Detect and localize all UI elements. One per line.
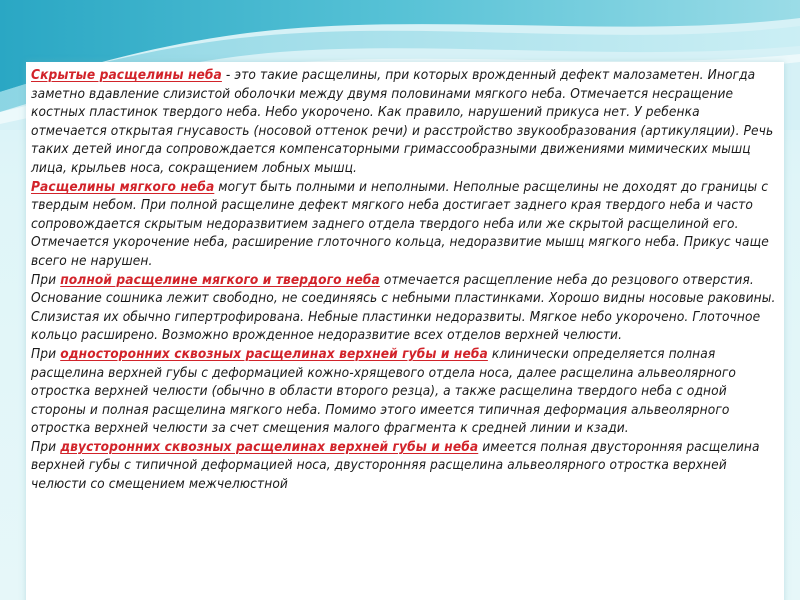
- paragraph-unilateral-cleft: [31, 345, 779, 438]
- term-full-soft-hard-palate-cleft: полной расщелине мягкого и твердого неба: [60, 271, 380, 288]
- paragraph-text: - это такие расщелины, при которых врожденный дефект малозаметен. Иногда заметно вдавление слизистой оболочки между двумя половинами мягкого неба. Отмечается несращение костных пластинок твердого неба. Небо укорочено. Как правило, нарушений прикуса нет. У ребенка отмечается открытая гнусавость (носовой оттенок речи) и расстройство звукообразования (артикуляции). Речь таких детей иногда сопровождается компенсаторными гримассообразными движениями мимических мышц лица, крыльев носа, сокращением лобных мышц.: [31, 67, 774, 176]
- paragraph-prefix: При: [31, 438, 61, 455]
- paragraph-bilateral-cleft: [31, 438, 779, 494]
- paragraph-prefix: При: [31, 345, 61, 362]
- paragraph-soft-palate-clefts: [31, 178, 779, 271]
- paragraph-prefix: При: [31, 271, 61, 288]
- paragraph-text: имеется полная двусторонняя расщелина верхней губы с типичной деформацией носа, двусторонняя расщелина альвеолярного отростка верхней челюсти со смещением межчелюстной: [31, 438, 760, 493]
- term-hidden-palate-clefts: Скрытые расщелины неба: [31, 67, 222, 83]
- body-text: [31, 66, 779, 494]
- paragraph-text: могут быть полными и неполными. Неполные расщелины не доходят до границы с твердым небом. При полной расщелине дефект мягкого неба достигает заднего края твердого неба и часто сопровождается скрытым недоразвитием заднего отдела твердого неба или же скрытой расщелиной его. Отмечается укорочение неба, расширение глоточного кольца, недоразвитие мышц мягкого неба. Прикус чаще всего не нарушен.: [31, 178, 769, 269]
- paragraph-full-cleft: [31, 271, 779, 345]
- paragraph-hidden-clefts: [31, 66, 779, 178]
- paragraph-text: отмечается расщепление неба до резцового отверстия. Основание сошника лежит свободно, не соединяясь с небными пластинками. Хорошо видны носовые раковины. Слизистая их обычно гипертрофирована. Небные пластинки недоразвиты. Мягкое небо укорочено. Глоточное кольцо расширено. Возможно врожденное недоразвитие всех отделов верхней челюсти.: [31, 271, 776, 344]
- term-unilateral-lip-palate-cleft: односторонних сквозных расщелинах верхней губы и неба: [60, 345, 488, 362]
- term-bilateral-lip-palate-cleft: двусторонних сквозных расщелинах верхней губы и неба: [60, 438, 479, 455]
- term-soft-palate-clefts: Расщелины мягкого неба: [31, 178, 215, 195]
- paragraph-text: клинически определяется полная расщелина верхней губы с деформацией кожно-хрящевого отдела носа, далее расщелина альвеолярного отростка верхней челюсти (обычно в области второго резца), а также расщелина твердого неба с одной стороны и полная расщелина мягкого неба. Помимо этого имеется типичная деформация альвеолярного отростка верхней челюсти за счет смещения малого фрагмента к средней линии и кзади.: [31, 345, 736, 437]
